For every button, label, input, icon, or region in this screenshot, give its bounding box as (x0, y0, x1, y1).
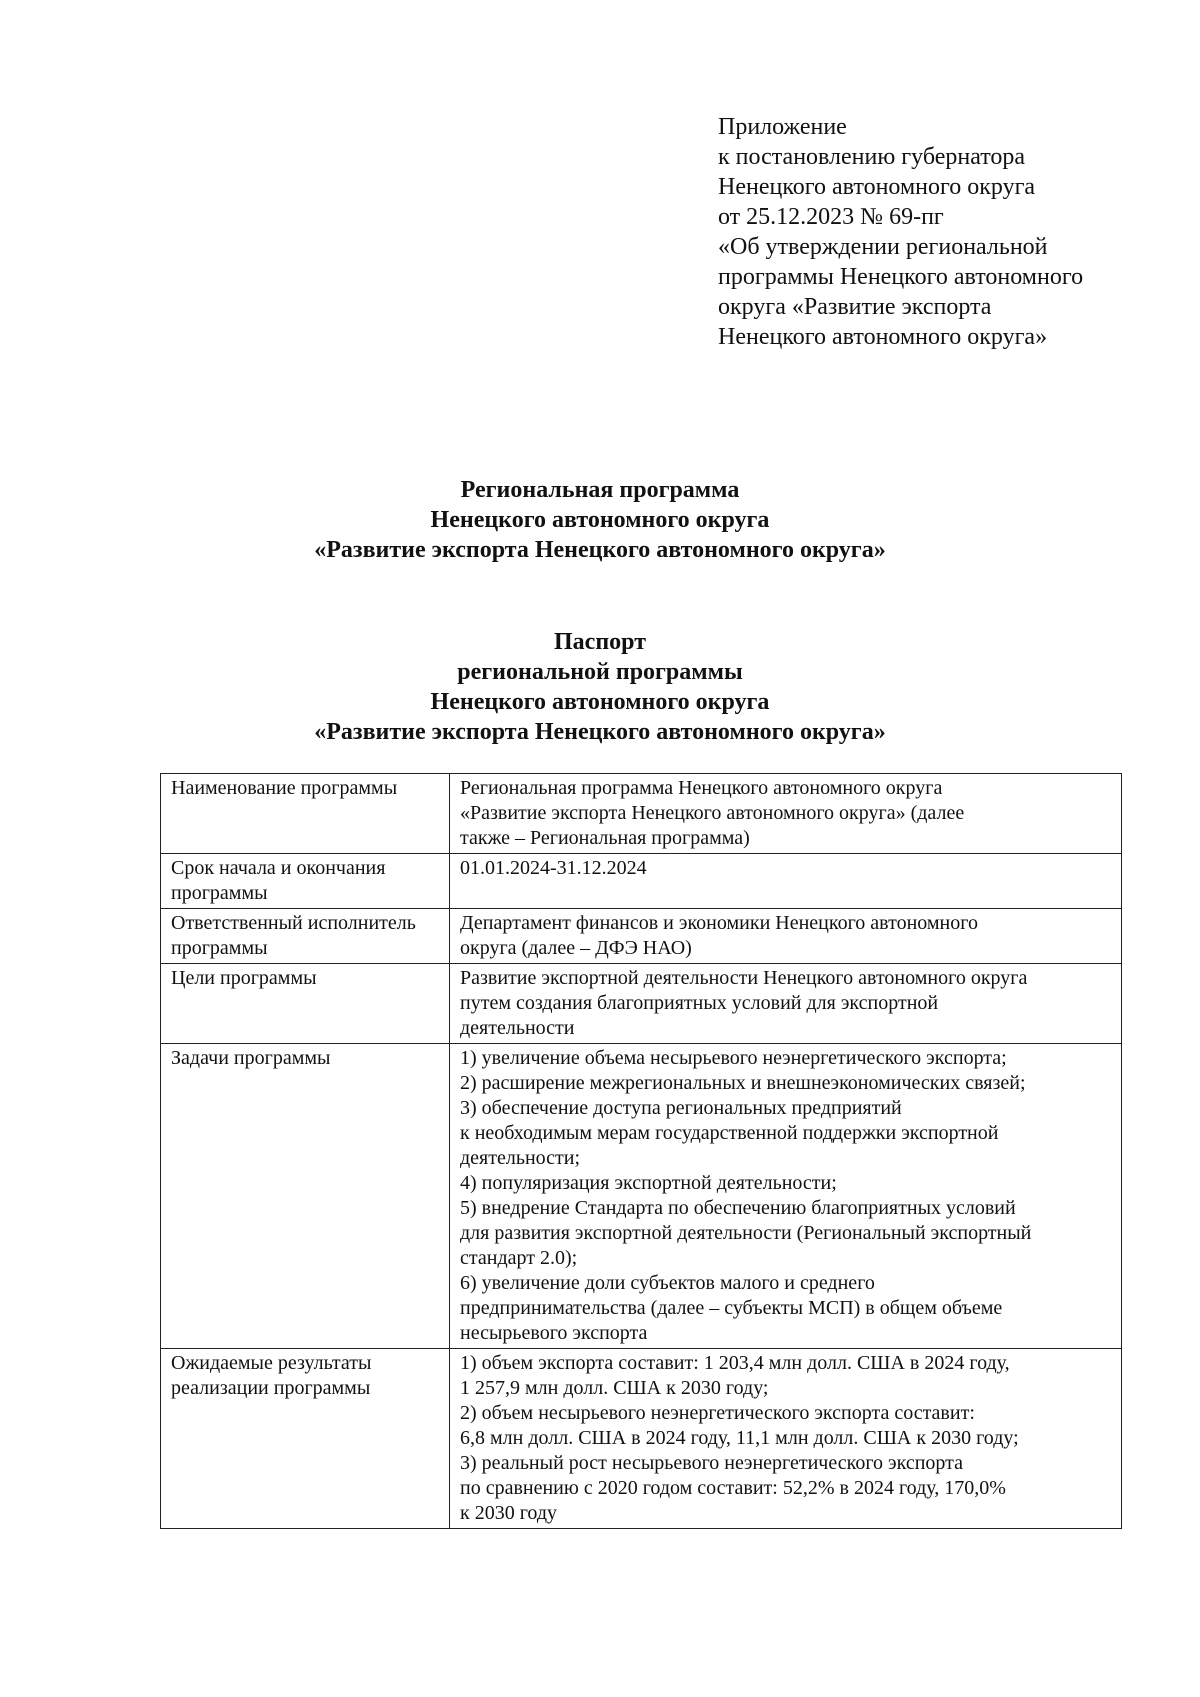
program-title-line: Региональная программа (460, 477, 740, 503)
value-line: Региональная программа Ненецкого автономного округа (460, 777, 943, 799)
appendix-line: округа «Развитие экспорта (718, 294, 992, 320)
value-line: деятельности (460, 1017, 575, 1039)
appendix-line: «Об утверждении региональной (718, 234, 1048, 260)
row-value (450, 1349, 1122, 1529)
row-value (450, 854, 1122, 909)
value-line: несырьевого экспорта (460, 1322, 648, 1344)
value-line: для развития экспортной деятельности (Региональный экспортный (460, 1222, 1032, 1244)
program-title-line: «Развитие экспорта Ненецкого автономного округа» (314, 537, 886, 563)
value-line: 6,8 млн долл. США в 2024 году, 11,1 млн долл. США к 2030 году; (460, 1427, 1019, 1449)
table-row (161, 909, 1122, 964)
value-line: 1) увеличение объема несырьевого неэнергетического экспорта; (460, 1047, 1007, 1069)
value-line: к 2030 году (460, 1502, 558, 1524)
value-line: по сравнению с 2020 годом составит: 52,2% в 2024 году, 170,0% (460, 1477, 1006, 1499)
value-line: 01.01.2024-31.12.2024 (460, 857, 647, 879)
value-line: предпринимательства (далее – субъекты МСП) в общем объеме (460, 1297, 1003, 1319)
value-line: 1) объем экспорта составит: 1 203,4 млн долл. США в 2024 году, (460, 1352, 1010, 1374)
value-line: деятельности; (460, 1147, 581, 1169)
table-row (161, 964, 1122, 1044)
value-line: 2) расширение межрегиональных и внешнеэкономических связей; (460, 1072, 1026, 1094)
label-line: программы (171, 937, 268, 959)
row-label (161, 964, 450, 1044)
row-value (450, 1044, 1122, 1349)
appendix-line: Приложение (718, 114, 847, 140)
value-line: 4) популяризация экспортной деятельности; (460, 1172, 837, 1194)
appendix-line: Ненецкого автономного округа (718, 174, 1036, 200)
label-line: Ответственный исполнитель (171, 912, 416, 934)
value-line: 3) реальный рост несырьевого неэнергетического экспорта (460, 1452, 963, 1474)
value-line: 3) обеспечение доступа региональных предприятий (460, 1097, 902, 1119)
row-label (161, 1044, 450, 1349)
passport-title (0, 627, 1200, 747)
row-value (450, 964, 1122, 1044)
appendix-line: к постановлению губернатора (718, 144, 1026, 170)
passport-title-line: Паспорт (554, 629, 646, 655)
row-label (161, 909, 450, 964)
appendix-line: от 25.12.2023 № 69-пг (718, 204, 944, 230)
label-line: Срок начала и окончания (171, 857, 386, 879)
label-line: Наименование программы (171, 777, 398, 799)
passport-title-line: Ненецкого автономного округа (430, 689, 770, 715)
row-label (161, 854, 450, 909)
row-label (161, 1349, 450, 1529)
passport-title-line: региональной программы (457, 659, 743, 685)
value-line: 1 257,9 млн долл. США к 2030 году; (460, 1377, 769, 1399)
value-line: также – Региональная программа) (460, 827, 750, 849)
table-row (161, 1349, 1122, 1529)
table-row (161, 854, 1122, 909)
row-value (450, 909, 1122, 964)
appendix-line: программы Ненецкого автономного (718, 264, 1084, 290)
value-line: Развитие экспортной деятельности Ненецкого автономного округа (460, 967, 1028, 989)
label-line: Цели программы (171, 967, 317, 989)
row-label (161, 774, 450, 854)
table-row (161, 1044, 1122, 1349)
value-line: округа (далее – ДФЭ НАО) (460, 937, 692, 959)
row-value (450, 774, 1122, 854)
value-line: Департамент финансов и экономики Ненецкого автономного (460, 912, 978, 934)
value-line: путем создания благоприятных условий для экспортной (460, 992, 939, 1014)
label-line: реализации программы (171, 1377, 371, 1399)
label-line: Задачи программы (171, 1047, 331, 1069)
value-line: стандарт 2.0); (460, 1247, 578, 1269)
value-line: «Развитие экспорта Ненецкого автономного округа» (далее (460, 802, 965, 824)
value-line: 6) увеличение доли субъектов малого и среднего (460, 1272, 875, 1294)
label-line: программы (171, 882, 268, 904)
appendix-line: Ненецкого автономного округа» (718, 324, 1048, 350)
passport-title-line: «Развитие экспорта Ненецкого автономного округа» (314, 719, 886, 745)
value-line: 5) внедрение Стандарта по обеспечению благоприятных условий (460, 1197, 1016, 1219)
value-line: 2) объем несырьевого неэнергетического экспорта составит: (460, 1402, 975, 1424)
table-row (161, 774, 1122, 854)
value-line: к необходимым мерам государственной поддержки экспортной (460, 1122, 999, 1144)
program-title (0, 475, 1200, 565)
passport-table (160, 773, 1122, 1529)
label-line: Ожидаемые результаты (171, 1352, 372, 1374)
program-title-line: Ненецкого автономного округа (430, 507, 770, 533)
appendix-note (718, 112, 1158, 352)
